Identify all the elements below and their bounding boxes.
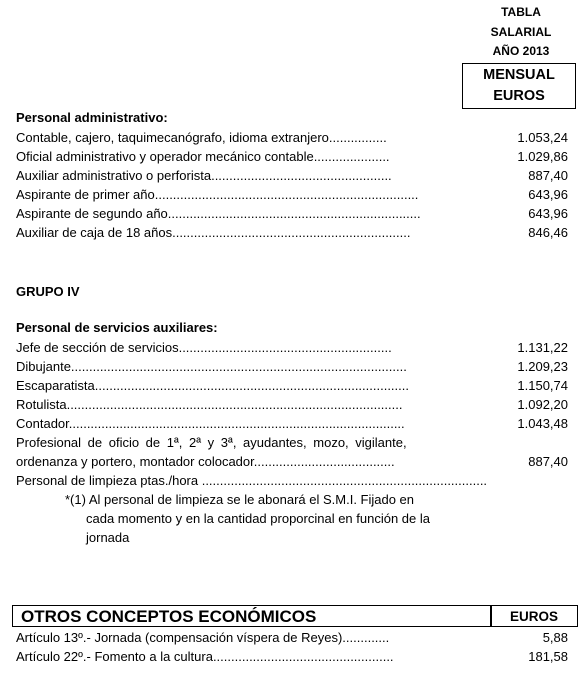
row-label: Auxiliar de caja de 18 años.................................................................. bbox=[16, 225, 411, 240]
row-label: Personal de limpieza ptas./hora ............................................................................... bbox=[16, 473, 488, 488]
row-value: 1.131,22 bbox=[517, 340, 568, 355]
note-line: jornada bbox=[86, 530, 130, 545]
row-label: Profesional de oficio de 1ª, 2ª y 3ª, ayudantes, mozo, vigilante, bbox=[16, 435, 407, 450]
table-row bbox=[16, 395, 570, 414]
row-value: 643,96 bbox=[528, 206, 568, 221]
note-line: *(1) Al personal de limpieza se le abonará el S.M.I. Fijado en bbox=[65, 492, 415, 507]
row-value: 643,96 bbox=[528, 187, 568, 202]
row-value: 1.029,86 bbox=[517, 149, 568, 164]
limpieza-row bbox=[16, 471, 570, 490]
table-row bbox=[16, 376, 570, 395]
row-value: 181,58 bbox=[528, 649, 568, 664]
row-label: Contable, cajero, taquimecanógrafo, idioma extranjero................ bbox=[16, 130, 387, 145]
otros-euros-header: EUROS bbox=[509, 609, 558, 624]
table-row bbox=[16, 166, 570, 185]
row-value: 1.092,20 bbox=[517, 397, 568, 412]
otros-header-box bbox=[12, 605, 578, 627]
note-line: cada momento y en la cantidad proporcinal en función de la bbox=[86, 511, 430, 526]
salarial-label: SALARIAL bbox=[490, 25, 552, 39]
servicios-section-title: Personal de servicios auxiliares: bbox=[16, 320, 218, 335]
row-value: 1.053,24 bbox=[517, 130, 568, 145]
row-value: 1.209,23 bbox=[517, 359, 568, 374]
row-value: 887,40 bbox=[528, 454, 568, 469]
row-label: Oficial administrativo y operador mecánico contable..................... bbox=[16, 149, 390, 164]
table-row bbox=[16, 128, 570, 147]
table-row bbox=[16, 628, 570, 647]
row-label: Artículo 13º.- Jornada (compensación víspera de Reyes)............. bbox=[16, 630, 390, 645]
table-row bbox=[16, 452, 570, 471]
row-value: 1.150,74 bbox=[517, 378, 568, 393]
row-label: Auxiliar administrativo o perforista.................................................. bbox=[16, 168, 392, 183]
row-label: Aspirante de segundo año...................................................................... bbox=[16, 206, 421, 221]
table-row bbox=[16, 204, 570, 223]
year-label: AÑO 2013 bbox=[492, 44, 550, 58]
mensual-euros-box bbox=[462, 63, 576, 109]
table-row bbox=[16, 414, 570, 433]
row-label: ordenanza y portero, montador colocador....................................... bbox=[16, 454, 395, 469]
limpieza-note bbox=[65, 490, 515, 547]
row-label: Artículo 22º.- Fomento a la cultura.................................................. bbox=[16, 649, 394, 664]
euros-label: EUROS bbox=[493, 88, 545, 104]
row-label: Rotulista............................................................................................. bbox=[16, 397, 403, 412]
row-label: Dibujante............................................................................................. bbox=[16, 359, 407, 374]
table-row bbox=[16, 185, 570, 204]
row-label: Escaparatista....................................................................................... bbox=[16, 378, 409, 393]
row-label: Contador............................................................................................. bbox=[16, 416, 405, 431]
row-label: Jefe de sección de servicios........................................................... bbox=[16, 340, 392, 355]
otros-title: OTROS CONCEPTOS ECONÓMICOS bbox=[21, 607, 317, 626]
grupo-title: GRUPO IV bbox=[16, 284, 80, 299]
table-row bbox=[16, 147, 570, 166]
row-value: 887,40 bbox=[528, 168, 568, 183]
row-value: 5,88 bbox=[542, 630, 568, 645]
table-row bbox=[16, 647, 570, 666]
table-row bbox=[16, 357, 570, 376]
row-value: 846,46 bbox=[528, 225, 568, 240]
profesional-line-1 bbox=[16, 433, 570, 452]
row-label: Aspirante de primer año......................................................................... bbox=[16, 187, 419, 202]
tabla-label: TABLA bbox=[501, 5, 541, 19]
row-value: 1.043,48 bbox=[517, 416, 568, 431]
table-row bbox=[16, 223, 570, 242]
table-row bbox=[16, 338, 570, 357]
admin-section-title: Personal administrativo: bbox=[16, 110, 168, 125]
mensual-label: MENSUAL bbox=[483, 67, 555, 83]
